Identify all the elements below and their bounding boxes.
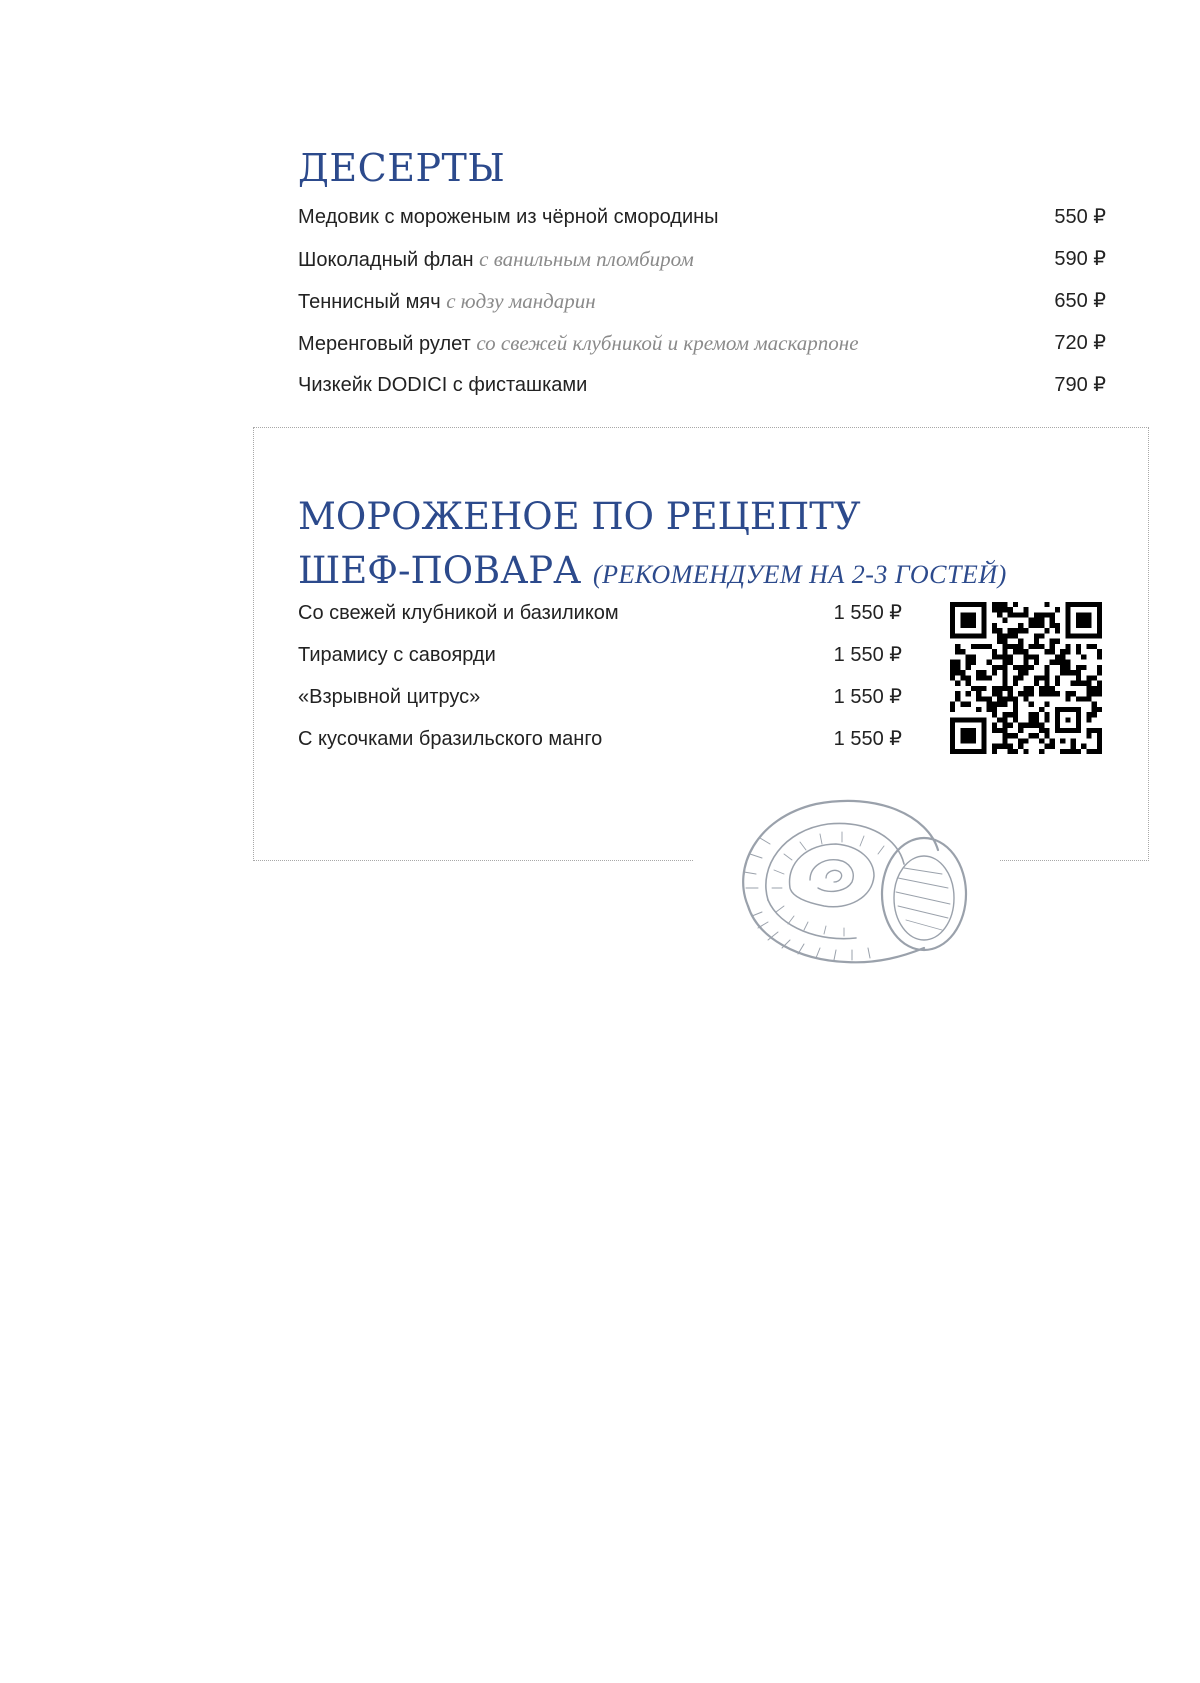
dessert-name: Медовик с мороженым из чёрной смородины xyxy=(298,206,719,228)
dessert-name: Чизкейк DODICI с фисташками xyxy=(298,374,588,396)
snail-shell-illustration xyxy=(728,788,976,972)
ice-cream-item-name: «Взрывной цитрус» xyxy=(298,686,481,708)
qr-code-icon[interactable] xyxy=(950,602,1102,754)
dessert-description: с юдзу мандарин xyxy=(446,289,596,313)
dessert-item-name xyxy=(298,370,587,400)
ice-cream-item-name: С кусочками бразильского манго xyxy=(298,728,603,750)
dessert-name: Меренговый рулет xyxy=(298,333,471,355)
dessert-price: 720 ₽ xyxy=(1054,332,1106,354)
ice-cream-price: 1 550 ₽ xyxy=(833,728,902,750)
dessert-item-name xyxy=(298,244,694,274)
ice-cream-title xyxy=(298,490,1007,602)
dessert-price: 550 ₽ xyxy=(1054,206,1106,228)
ice-cream-price: 1 550 ₽ xyxy=(833,644,902,666)
dessert-name: Шоколадный флан xyxy=(298,249,474,271)
dessert-price: 790 ₽ xyxy=(1054,374,1106,396)
ice-cream-price: 1 550 ₽ xyxy=(833,602,902,624)
dessert-price: 650 ₽ xyxy=(1054,290,1106,312)
ice-cream-note: (РЕКОМЕНДУЕМ НА 2-3 ГОСТЕЙ) xyxy=(592,560,1007,589)
dessert-item-name xyxy=(298,328,859,358)
dessert-item-name xyxy=(298,286,596,316)
ice-cream-item-name: Тирамису с савоярди xyxy=(298,644,496,666)
ice-cream-title-line2: ШЕФ-ПОВАРА xyxy=(298,549,582,592)
dessert-name: Теннисный мяч xyxy=(298,291,441,313)
dessert-item-name xyxy=(298,202,719,232)
ice-cream-price: 1 550 ₽ xyxy=(833,686,902,708)
dessert-description: с ванильным пломбиром xyxy=(479,247,694,271)
ice-cream-item-name: Со свежей клубникой и базиликом xyxy=(298,602,619,624)
dessert-description: со свежей клубникой и кремом маскарпоне xyxy=(476,331,859,355)
dessert-price: 590 ₽ xyxy=(1054,248,1106,270)
ice-cream-title-line1: МОРОЖЕНОЕ ПО РЕЦЕПТУ xyxy=(298,495,861,538)
desserts-title: ДЕСЕРТЫ xyxy=(298,146,506,190)
